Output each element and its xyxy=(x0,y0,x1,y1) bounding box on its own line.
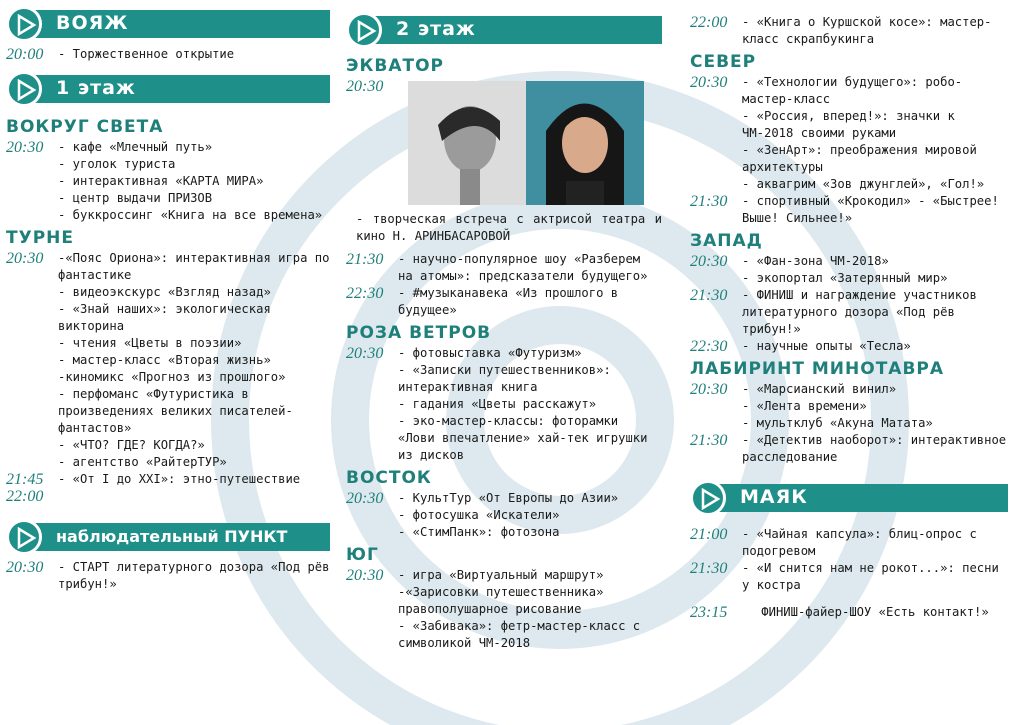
column-1 xyxy=(6,0,330,593)
list-item: - «Технологии будущего»: робо-мастер-класс xyxy=(742,75,963,106)
list-item: - видеоэкскурс «Взгляд назад» xyxy=(58,285,271,299)
list-item: - агентство «РайтерТУР» xyxy=(58,455,227,469)
list-item: - эко-мастер-классы: фоторамки «Лови впечатление» хай-тек игрушки из дисков xyxy=(398,414,648,462)
list-item: - «Фан-зона ЧМ-2018» xyxy=(742,254,889,268)
play-icon xyxy=(346,12,382,48)
vostok-title: ВОСТОК xyxy=(346,468,432,488)
list-item: - «Забивака»: фетр-мастер-класс с символикой ЧМ-2018 xyxy=(398,619,641,650)
list-item: - перфоманс «Футуристика в произведениях великих писателей-фантастов» xyxy=(58,387,293,435)
turne-row-2: 21:45 22:00 - «От I до XXI»: этно-путешествие xyxy=(6,471,330,505)
list-item: - экопортал «Затерянный мир» xyxy=(742,271,948,285)
banner-floor2 xyxy=(346,12,662,48)
list-item: - «Записки путешественников»: интерактивная книга xyxy=(398,363,611,394)
punkt-row: 20:30 - СТАРТ литературного дозора «Под рёв трибун!» xyxy=(6,559,330,591)
ekvator-text1: - творческая встреча с актрисой театра и кино Н. АРИНБАСАРОВОЙ xyxy=(356,212,662,243)
list-item: - «ЗенАрт»: преображения мировой архитектуры xyxy=(742,143,977,174)
list-item: - «Знай наших»: экологическая викторина xyxy=(58,302,271,333)
banner-punkt xyxy=(6,519,330,555)
punkt-title: наблюдательный ПУНКТ xyxy=(56,527,288,546)
list-item: - «ЧТО? ГДЕ? КОГДА?» xyxy=(58,438,205,452)
list-item: - «От I до XXI»: этно-путешествие xyxy=(58,472,301,486)
list-item: - интерактивная «КАРТА МИРА» xyxy=(58,174,264,188)
labirint-title: ЛАБИРИНТ МИНОТАВРА xyxy=(690,359,945,379)
list-item: - фотовыставка «Футуризм» xyxy=(398,346,582,360)
list-item: - кафе «Млечный путь» xyxy=(58,140,213,154)
zapad-title: ЗАПАД xyxy=(690,231,763,251)
column-3: 22:00 - «Книга о Куршской косе»: мастер-класс скрапбукинга СЕВЕР 20:30 - «Технологии будущего»: робо-мастер-класс - «Россия, вперед!»: значки к ЧМ-2018 своими руками - «ЗенАрт»: преображения мировой архитектуры - аквагрим «Зов джунглей», «Гол!» 21:30 - спортивный «Крокодил» - «Быстрее! Выше! Сильнее!» ЗАПАД 20:30 - «Фан-зона ЧМ-2018» - экопортал «Затерянный мир» 21:30 - ФИНИШ и награждение участников литературного дозора «Под рёв трибун!» 22:30 - научные опыты «Тесла» ЛАБИРИНТ МИНОТАВРА 20:30 - «Марсианский винил» - «Лента времени» - мультклуб «Акуна Матата» 21:30 - «Детектив наоборот»: интерактивное расследование МАЯК 21:00 - «Чайная капсула»: блиц-опрос с подогревом 21:30 - «И снится нам не рокот...»: песни у костра 23:15 ФИНИШ-файер-ШОУ «Есть контакт!» xyxy=(690,14,1007,621)
sever-title: СЕВЕР xyxy=(690,52,757,72)
list-item: - аквагрим «Зов джунглей», «Гол!» xyxy=(742,177,985,191)
vokrug-title: ВОКРУГ СВЕТА xyxy=(6,117,164,137)
mayak-title: МАЯК xyxy=(740,486,808,508)
yug-title: ЮГ xyxy=(346,545,379,565)
play-icon xyxy=(6,6,42,42)
turne-title: ТУРНЕ xyxy=(6,228,75,248)
banner-mayak xyxy=(690,480,1008,516)
list-item: - мастер-класс «Вторая жизнь» xyxy=(58,353,271,367)
list-item: - центр выдачи ПРИЗОВ xyxy=(58,191,213,205)
voyazh-row: 20:00 - Торжественное открытие xyxy=(6,46,235,63)
ekvator-title: ЭКВАТОР xyxy=(346,56,444,76)
column-2: 2 этаж ЭКВАТОР 20:30 - творческая встреча с актрисой театра и кино Н. АРИНБАСАРОВОЙ 21:30 - научно-популярное шоу «Разберем на атомы»: предсказатели будущего» 22:30 - #музыканавека «Из прошлого в будущее» РОЗА ВЕТРОВ 20:30 - фотовыставка «Футуризм» - «Записки путешественников»: интерактивная книга - гадания «Цветы расскажут» - эко-мастер-классы: фоторамки «Лови впечатление» хай-тек игрушки из дисков ВОСТОК 20:30 - КультТур «От Европы до Азии» - фотосушка «Искатели» - «СтимПанк»: фотозона ЮГ 20:30 - игра «Виртуальный маршрут» -«Зарисовки путешественника» правополушарное рисование - «Забивака»: фетр-мастер-класс с символикой ЧМ-2018 xyxy=(346,0,662,652)
voyazh-title: ВОЯЖ xyxy=(56,12,129,34)
list-item: - «Марсианский винил» xyxy=(742,382,897,396)
list-item: - мультклуб «Акуна Матата» xyxy=(742,416,933,430)
floor2-title: 2 этаж xyxy=(396,18,476,40)
play-icon xyxy=(690,480,726,516)
list-item: - гадания «Цветы расскажут» xyxy=(398,397,597,411)
list-item: -киномикс «Прогноз из прошлого» xyxy=(58,370,286,384)
vokrug-row: 20:30 - кафе «Млечный путь» - уголок туриста - интерактивная «КАРТА МИРА» - центр выдачи ПРИЗОВ xyxy=(6,139,330,207)
turne-row: 20:30 -«Пояс Ориона»: интерактивная игра по фантастике - видеоэкскурс «Взгляд назад» - «Знай наших»: экологическая викторина - чтения «Цветы в поэзии» - мастер-класс «Вторая жизнь» -киномикс «Прогноз из прошлого» - перфоманс «Футуристика в произведениях великих писателей-фантастов» - «ЧТО? ГДЕ? КОГДА?» - агентство «РайтерТУР» xyxy=(6,250,330,469)
list-item: -«Зарисовки путешественника» правополушарное рисование xyxy=(398,585,604,616)
list-item: -«Пояс Ориона»: интерактивная игра по фантастике xyxy=(58,251,330,282)
list-item: - «СтимПанк»: фотозона xyxy=(398,525,560,539)
list-item: - КультТур «От Европы до Азии» xyxy=(398,491,619,505)
list-item: - буккроссинг «Книга на все времена» xyxy=(58,208,323,222)
banner-voyazh xyxy=(6,6,330,42)
list-item: - «Лента времени» xyxy=(742,399,867,413)
actress-photo-portrait xyxy=(526,81,644,205)
roza-title: РОЗА ВЕТРОВ xyxy=(346,323,492,343)
list-item: - уголок туриста xyxy=(58,157,176,171)
actress-photos xyxy=(408,81,662,205)
list-item: - чтения «Цветы в поэзии» xyxy=(58,336,242,350)
banner-floor1 xyxy=(6,71,330,107)
list-item: - «Россия, вперед!»: значки к ЧМ-2018 своими руками xyxy=(742,109,955,140)
list-item: - игра «Виртуальный маршрут» xyxy=(398,568,604,582)
play-icon xyxy=(6,519,42,555)
actress-photo-young xyxy=(408,81,526,205)
play-icon xyxy=(6,71,42,107)
floor1-title: 1 этаж xyxy=(56,77,136,99)
list-item: - фотосушка «Искатели» xyxy=(398,508,560,522)
